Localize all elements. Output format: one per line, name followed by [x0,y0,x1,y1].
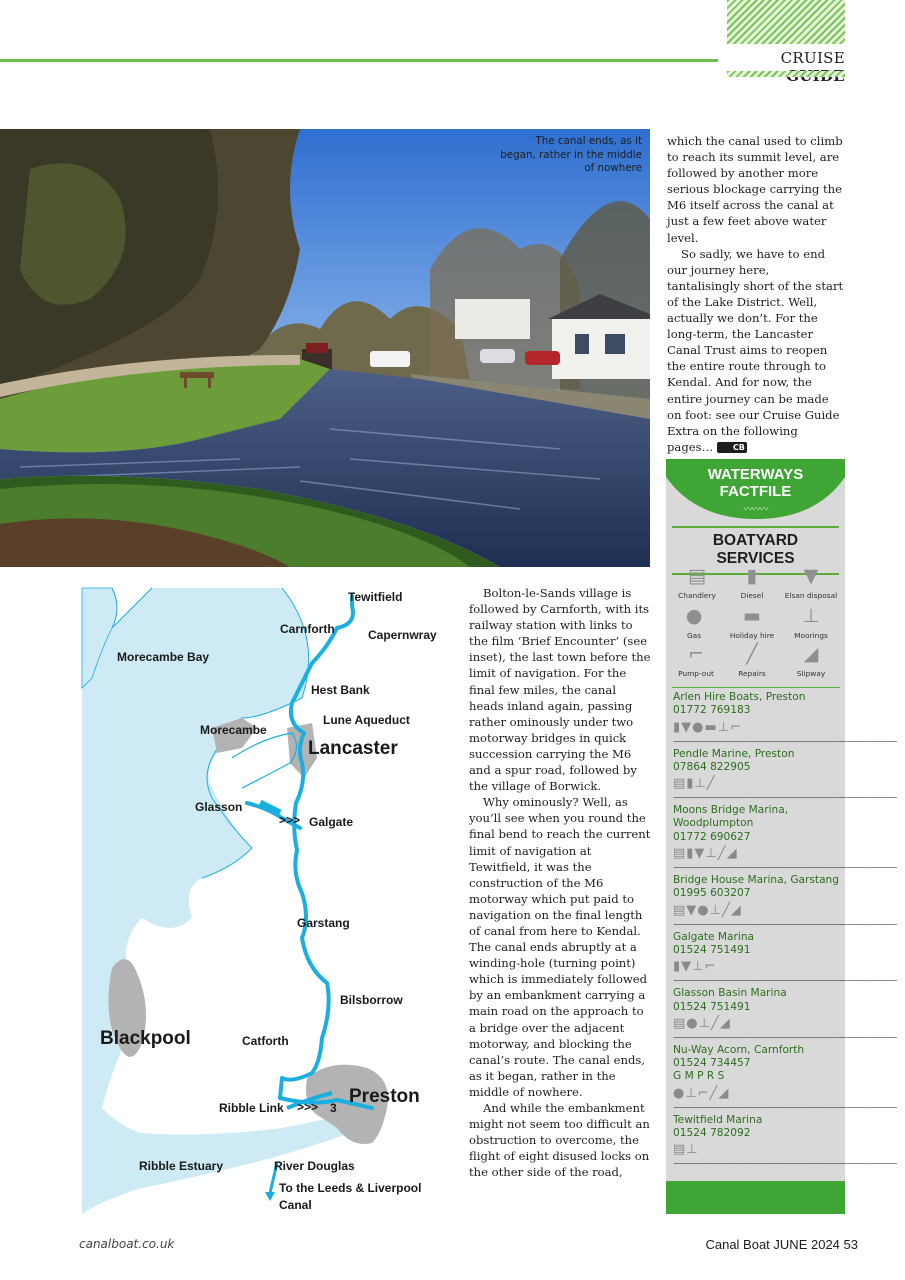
boatyard-name: Bridge House Marina, Garstang [673,874,839,887]
page-number: 53 [843,1237,858,1252]
header-rule [0,59,718,62]
list-item [673,1043,897,1114]
route-map [82,588,454,1214]
map-label-galgate: Galgate [309,815,354,829]
service-label: Slipway [796,669,826,678]
boatyard-phone: 01772 769183 [673,704,751,717]
factfile-subtitle: BOATYARD SERVICES [672,526,839,575]
section-label-plain: CRUISE [780,49,845,67]
repairs-icon: ╱ [746,643,758,665]
map-label-preston: Preston [349,1086,420,1107]
factfile-title-line2: FACTFILE [719,483,792,500]
slipway-icon: ◢ [803,643,819,665]
factfile-divider [672,687,840,688]
wavy-divider: ~~~~~~~~~~~~~~~~~~~~~~~~~~~~~~~~~~~~~~~~~~~~~~~~~~ [673,1160,897,1169]
paragraph: Why ominously? Well, as you’ll see when you round the final bend to reach the current limit of navigation at Tewitfield, it was the construction of the M6 motorway which put paid to navigation on the final length of canal from here to Kendal. The canal ends abruptly at a winding-hole (turning point) which is immediately followed by an embankment carrying a main road on the approach to a bridge over the adjacent motorway, and blocking the canal’s route. The canal ends, as it began, rather in the middle of nowhere. [469,795,651,1099]
service-elsan-disposal [783,563,839,600]
map-label-capernwray: Capernwray [368,628,437,642]
wavy-divider: ~~~~~~~~~~~~~~~~~~~~~~~~~~~~~~~~~~~~~~~~~~~~~~~~~~ [673,1033,897,1042]
wavy-divider: ~~~~~~~~~~~~~~~~~~~~~~~~~~~~~~~~~~~~~~~~~~~~~~~~~~ [673,864,897,873]
service-holiday-hire [724,603,780,640]
list-item [673,747,897,805]
map-label-ribble-estuary: Ribble Estuary [139,1159,224,1173]
chandlery-icon: ▤ [688,565,706,587]
service-slipway [783,641,839,678]
service-moorings [783,603,839,640]
photo-caption: The canal ends, as it began, rather in the middle of nowhere [500,135,642,174]
canal-photo [0,129,650,567]
boatyard-name: Arlen Hire Boats, Preston [673,691,806,703]
service-repairs [724,641,780,678]
map-label-river-douglas: River Douglas [274,1159,355,1173]
factfile-footer-bar [666,1181,845,1214]
holiday-hire-icon: ▬ [743,605,761,627]
boatyard-service-icons: ▮▼⊥⌐ [673,959,717,975]
wavy-divider: ~~~~~~~~~~~~~~~~~~~~~~~~~~~~~~~~~~~~~~~~~~~~~~~~~~ [673,737,897,746]
map-label-morecambe-bay: Morecambe Bay [117,650,210,664]
paragraph: which the canal used to climb to reach its summit level, are followed by another more serious blockage carrying the M6 itself across the canal at just a few feet above water level. [667,134,843,245]
service-label: Chandlery [678,591,716,600]
svg-text:>>>: >>> [297,1100,319,1114]
wavy-divider: ~~~~~~~~~~~~~~~~~~~~~~~~~~~~~~~~~~~~~~~~~~~~~~~~~~ [673,977,897,986]
service-label: Pump-out [678,669,714,678]
paragraph: And while the embankment might not seem too difficult an obstruction to overcome, the flight of eight disused locks on the other side of the road, [469,1101,650,1180]
wavy-divider: ~~~~~~~~~~~~~~~~~~~~~~~~~~~~~~~~~~~~~~~~~~~~~~~~~~ [673,1103,897,1112]
article-text-right-column [667,133,845,455]
service-label: Holiday hire [729,631,775,640]
wavy-divider: ~~~~~~~~~~~~~~~~~~~~~~~~~~~~~~~~~~~~~~~~~~~~~~~~~~ [673,920,897,929]
footer-issue: JUNE 2024 [773,1237,840,1252]
service-pump-out [668,641,724,678]
boatyard-service-icons: ▤▼●⊥╱◢ [673,902,742,918]
list-item [673,930,897,988]
section-label [727,49,845,85]
boatyard-service-icons: ▤▮▼⊥╱◢ [673,846,738,862]
service-gas [666,603,722,640]
boatyard-name: Tewitfield Marina [673,1113,763,1126]
footer-magazine: Canal Boat [705,1237,770,1252]
map-label-morecambe: Morecambe [200,723,267,737]
service-label: Gas [686,631,702,640]
elsan-disposal-icon: ▼ [803,565,819,587]
boatyard-service-icons: ▤●⊥╱◢ [673,1015,731,1031]
map-label-canal: Canal [279,1198,312,1212]
boatyard-service-icons: ●⊥⌐╱◢ [673,1085,730,1101]
boatyard-service-icons: ▤▮⊥╱ [673,776,716,792]
list-item [673,987,897,1044]
boatyard-name: Glasson Basin Marina [673,987,787,1000]
moorings-icon: ⊥ [802,605,820,627]
map-label-lancaster: Lancaster [308,738,398,759]
article-text-middle-column [469,585,651,1180]
service-label: Diesel [740,591,764,600]
list-item [673,1113,897,1171]
diesel-icon: ▮ [746,565,758,587]
service-chandlery [669,563,725,600]
map-label-lock-count: 3 [330,1101,337,1115]
wavy-divider: ~~~~~~~~~~~~~~~~~~~~~~~~~~~~~~~~~~~~~~~~~~~~~~~~~~ [673,794,897,803]
map-label-glasson: Glasson [195,800,243,814]
paragraph-text: So sadly, we have to end our journey here, tantalisingly short of the start of the Lake District. Well, actually we don’t. For the long-term, the Lancaster Canal Trust aims to reopen the entire route through to Kendal. And for now, the entire journey can be made on foot: see our Cruise Guide Extra on the following pages… [667,246,844,454]
boatyard-phone: 01995 603207 [673,887,751,900]
map-label-tewitfield: Tewitfield [348,590,403,604]
gas-icon: ● [685,605,703,627]
paragraph: Bolton-le-Sands village is followed by Carnforth, with its railway station with links to the film ‘Brief Encounter’ (see inset), the last town before the limit of navigation. For the final few miles, the canal heads inland again, passing rather ominously under two motorway bridges in quick succession carrying the M6 and a spur road, followed by the village of Borwick. [469,586,651,794]
map-label-hest-bank: Hest Bank [311,683,370,697]
header-hatch-strip [727,71,845,77]
map-label-lune-aqueduct: Lune Aqueduct [323,713,410,727]
boatyard-phone: 01524 751491 [673,1000,751,1013]
boatyard-list [673,691,897,1170]
service-diesel [724,563,780,600]
boatyard-phone: 01772 690627 [673,830,751,843]
list-item [673,874,897,931]
factfile-title-line1: WATERWAYS [707,466,804,483]
svg-text:>>>: >>> [279,813,301,827]
boatyard-name: Nu-Way Acorn, Carnforth [673,1043,805,1056]
service-label: Elsan disposal [784,591,838,600]
service-label: Moorings [794,631,828,640]
boatyard-service-icons: ▤⊥ [673,1142,699,1158]
pump-out-icon: ⌐ [688,643,704,665]
paragraph [667,246,845,455]
map-label-bilsborrow: Bilsborrow [340,993,403,1007]
boatyard-service-icons: ▮▼●▬⊥⌐ [673,719,742,735]
service-label: Repairs [738,669,766,678]
footer-website: canalboat.co.uk [79,1237,175,1251]
header-hatch-block [727,0,845,44]
boatyard-phone: 01524 751491 [673,943,751,956]
factfile-title [666,466,845,500]
boatyard-phone: 01524 734457 [673,1057,751,1070]
map-label-ribble-link: Ribble Link [219,1101,284,1115]
map-label-catforth: Catforth [242,1034,289,1048]
map-label-carnforth: Carnforth [280,622,335,636]
boatyard-extra: G M P R S [673,1070,725,1083]
boatyard-phone: 01524 782092 [673,1127,751,1140]
footer-folio [600,1237,858,1252]
end-mark-icon: CB [717,442,747,453]
boatyard-name: Galgate Marina [673,930,755,943]
boatyard-phone: 07864 822905 [673,760,751,773]
map-label-to-leeds: To the Leeds & Liverpool [279,1181,422,1195]
map-label-blackpool: Blackpool [100,1028,191,1049]
wave-icon: 〰〰〰 [743,505,768,515]
list-item [673,804,897,874]
boatyard-name: Pendle Marine, Preston [673,747,795,760]
map-label-garstang: Garstang [297,916,350,930]
boatyard-name: Moons Bridge Marina, Woodplumpton [673,804,789,830]
list-item [673,691,897,748]
